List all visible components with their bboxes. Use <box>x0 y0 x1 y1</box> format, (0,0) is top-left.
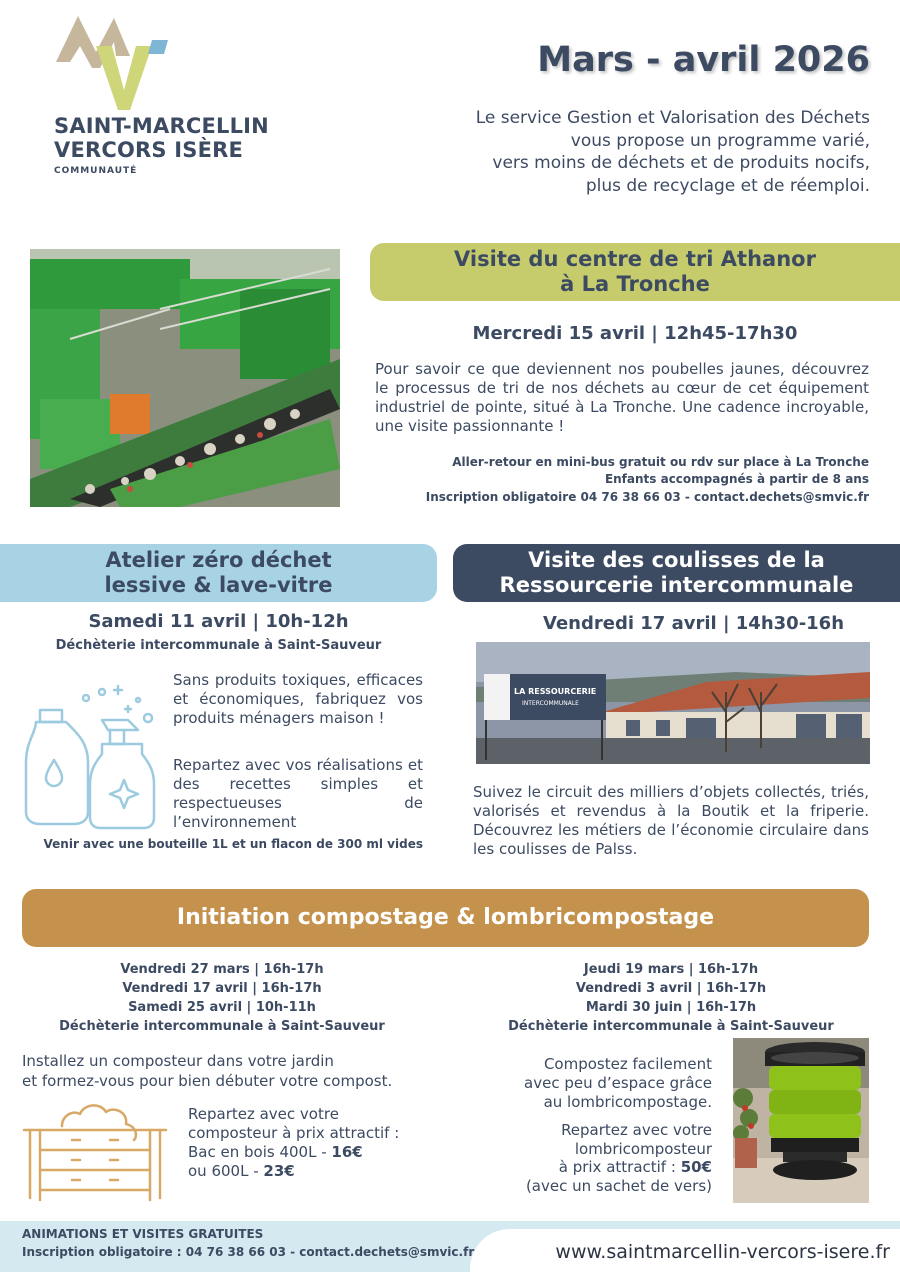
compost-offer-line-1: Repartez avec votre <box>188 1105 339 1123</box>
lombricompost-date-2: Vendredi 3 avril | 16h-17h <box>575 981 767 996</box>
athanor-description: Pour savoir ce que deviennent nos poubelles jaunes, découvrez le processus de tri de nos déchets au cœur de cet équipement industriel de pointe, situé à La Tronche. Une cadence incroyable, une visite passionnante ! <box>375 360 869 435</box>
lombricompost-text-line-1: Compostez facilement <box>543 1055 712 1073</box>
ressourcerie-title-pill <box>453 544 900 602</box>
logo-line-2: VERCORS ISÈRE <box>54 138 244 162</box>
lombricompost-date-3: Mardi 30 juin | 16h-17h <box>585 1000 757 1015</box>
compost-offer-line-4 <box>188 1162 295 1181</box>
zero-waste-text-1: Sans produits toxiques, efficaces et économiques, fabriquez vos produits ménagers maison ! <box>173 671 423 727</box>
logo-line-3: COMMUNAUTÉ <box>54 166 138 176</box>
compost-date-2: Vendredi 17 avril | 16h-17h <box>122 981 322 996</box>
zero-waste-date: Samedi 11 avril | 10h-12h <box>88 611 349 632</box>
compost-offer-line-2: composteur à prix attractif : <box>188 1124 400 1142</box>
lombricompost-price: 50€ <box>680 1158 712 1176</box>
athanor-note-age: Enfants accompagnés à partir de 8 ans <box>604 472 869 486</box>
compost-date-3: Samedi 25 avril | 10h-11h <box>128 1000 316 1015</box>
ressourcerie-sign-line-1: LA RESSOURCERIE <box>514 687 597 696</box>
intro-line-1: Le service Gestion et Valorisation des Déchets <box>475 108 870 128</box>
logo-line-1: SAINT-MARCELLIN <box>54 114 269 138</box>
lombricompost-price-label: à prix attractif : <box>558 1158 681 1176</box>
zero-waste-title-pill <box>0 544 437 602</box>
ressourcerie-building-photo <box>476 642 870 764</box>
compost-intro-line-2: et formez-vous pour bien débuter votre compost. <box>22 1072 393 1090</box>
footer-website-link[interactable]: www.saintmarcellin-vercors-isere.fr <box>555 1241 890 1263</box>
ressourcerie-title-line-2: Ressourcerie intercommunale <box>499 573 854 597</box>
athanor-title-line-2: à La Tronche <box>560 272 710 296</box>
zero-waste-title-line-1: Atelier zéro déchet <box>105 548 332 572</box>
lombricompost-offer-line-4: (avec un sachet de vers) <box>525 1177 712 1195</box>
detergent-bottles-icon <box>18 680 160 830</box>
lombricompost-date-1: Jeudi 19 mars | 16h-17h <box>583 962 759 977</box>
zero-waste-note: Venir avec une bouteille 1L et un flacon de 300 ml vides <box>43 837 423 851</box>
compost-place: Déchèterie intercommunale à Saint-Sauveur <box>59 1019 385 1034</box>
compost-offer-400l-price: 16€ <box>331 1143 363 1161</box>
zero-waste-text-2: Repartez avec vos réalisations et des recettes simples et respectueuses de l’environnement <box>173 756 423 831</box>
athanor-title-line-1: Visite du centre de tri Athanor <box>454 247 816 271</box>
compost-offer-600l-label: ou 600L - <box>188 1162 264 1180</box>
athanor-note-registration: Inscription obligatoire 04 76 38 66 03 - contact.dechets@smvic.fr <box>425 490 869 504</box>
footer-registration: Inscription obligatoire : 04 76 38 66 03 - contact.dechets@smvic.fr <box>22 1245 475 1259</box>
ressourcerie-sign-line-2: INTERCOMMUNALE <box>522 700 579 707</box>
intro-line-4: plus de recyclage et de réemploi. <box>585 176 870 196</box>
lombricompost-offer-line-2: lombricomposteur <box>574 1140 712 1158</box>
compost-intro-line-1: Installez un composteur dans votre jardin <box>22 1052 334 1070</box>
zero-waste-place: Déchèterie intercommunale à Saint-Sauveur <box>55 638 382 653</box>
intro-line-3: vers moins de déchets et de produits nocifs, <box>492 153 870 173</box>
compost-title-pill: Initiation compostage & lombricompostage <box>22 889 869 947</box>
page-title: Mars - avril 2026 <box>537 40 870 80</box>
intro-line-2: vous propose un programme varié, <box>570 131 870 151</box>
zero-waste-title-line-2: lessive & lave-vitre <box>104 573 333 597</box>
athanor-note-transport: Aller-retour en mini-bus gratuit ou rdv sur place à La Tronche <box>452 455 869 469</box>
logo-mark-icon <box>52 12 172 112</box>
athanor-date: Mercredi 15 avril | 12h45-17h30 <box>472 323 798 344</box>
lombricompost-offer-line-1: Repartez avec votre <box>561 1121 712 1139</box>
lombricompost-text-line-3: au lombricompostage. <box>543 1093 712 1111</box>
compost-date-1: Vendredi 27 mars | 16h-17h <box>120 962 324 977</box>
lombricomposter-photo <box>733 1038 869 1203</box>
lombricompost-place: Déchèterie intercommunale à Saint-Sauveur <box>508 1019 834 1034</box>
ressourcerie-description: Suivez le circuit des milliers d’objets collectés, triés, valorisés et revendus à la Boutik et la friperie. Découvrez les métiers de l’économie circulaire dans les coulisses de Palss. <box>473 783 869 858</box>
ressourcerie-date: Vendredi 17 avril | 14h30-16h <box>543 613 845 634</box>
compost-offer-600l-price: 23€ <box>263 1162 295 1180</box>
lombricompost-offer-line-3 <box>559 1158 712 1177</box>
compost-offer-line-3 <box>188 1143 363 1162</box>
footer-free-events: ANIMATIONS ET VISITES GRATUITES <box>22 1227 264 1241</box>
sorting-center-photo <box>30 249 340 507</box>
compost-bin-icon <box>22 1096 168 1202</box>
ressourcerie-title-line-1: Visite des coulisses de la <box>528 548 825 572</box>
lombricompost-text-line-2: avec peu d’espace grâce <box>524 1074 712 1092</box>
athanor-title-pill <box>370 243 900 301</box>
compost-offer-400l-label: Bac en bois 400L - <box>188 1143 332 1161</box>
